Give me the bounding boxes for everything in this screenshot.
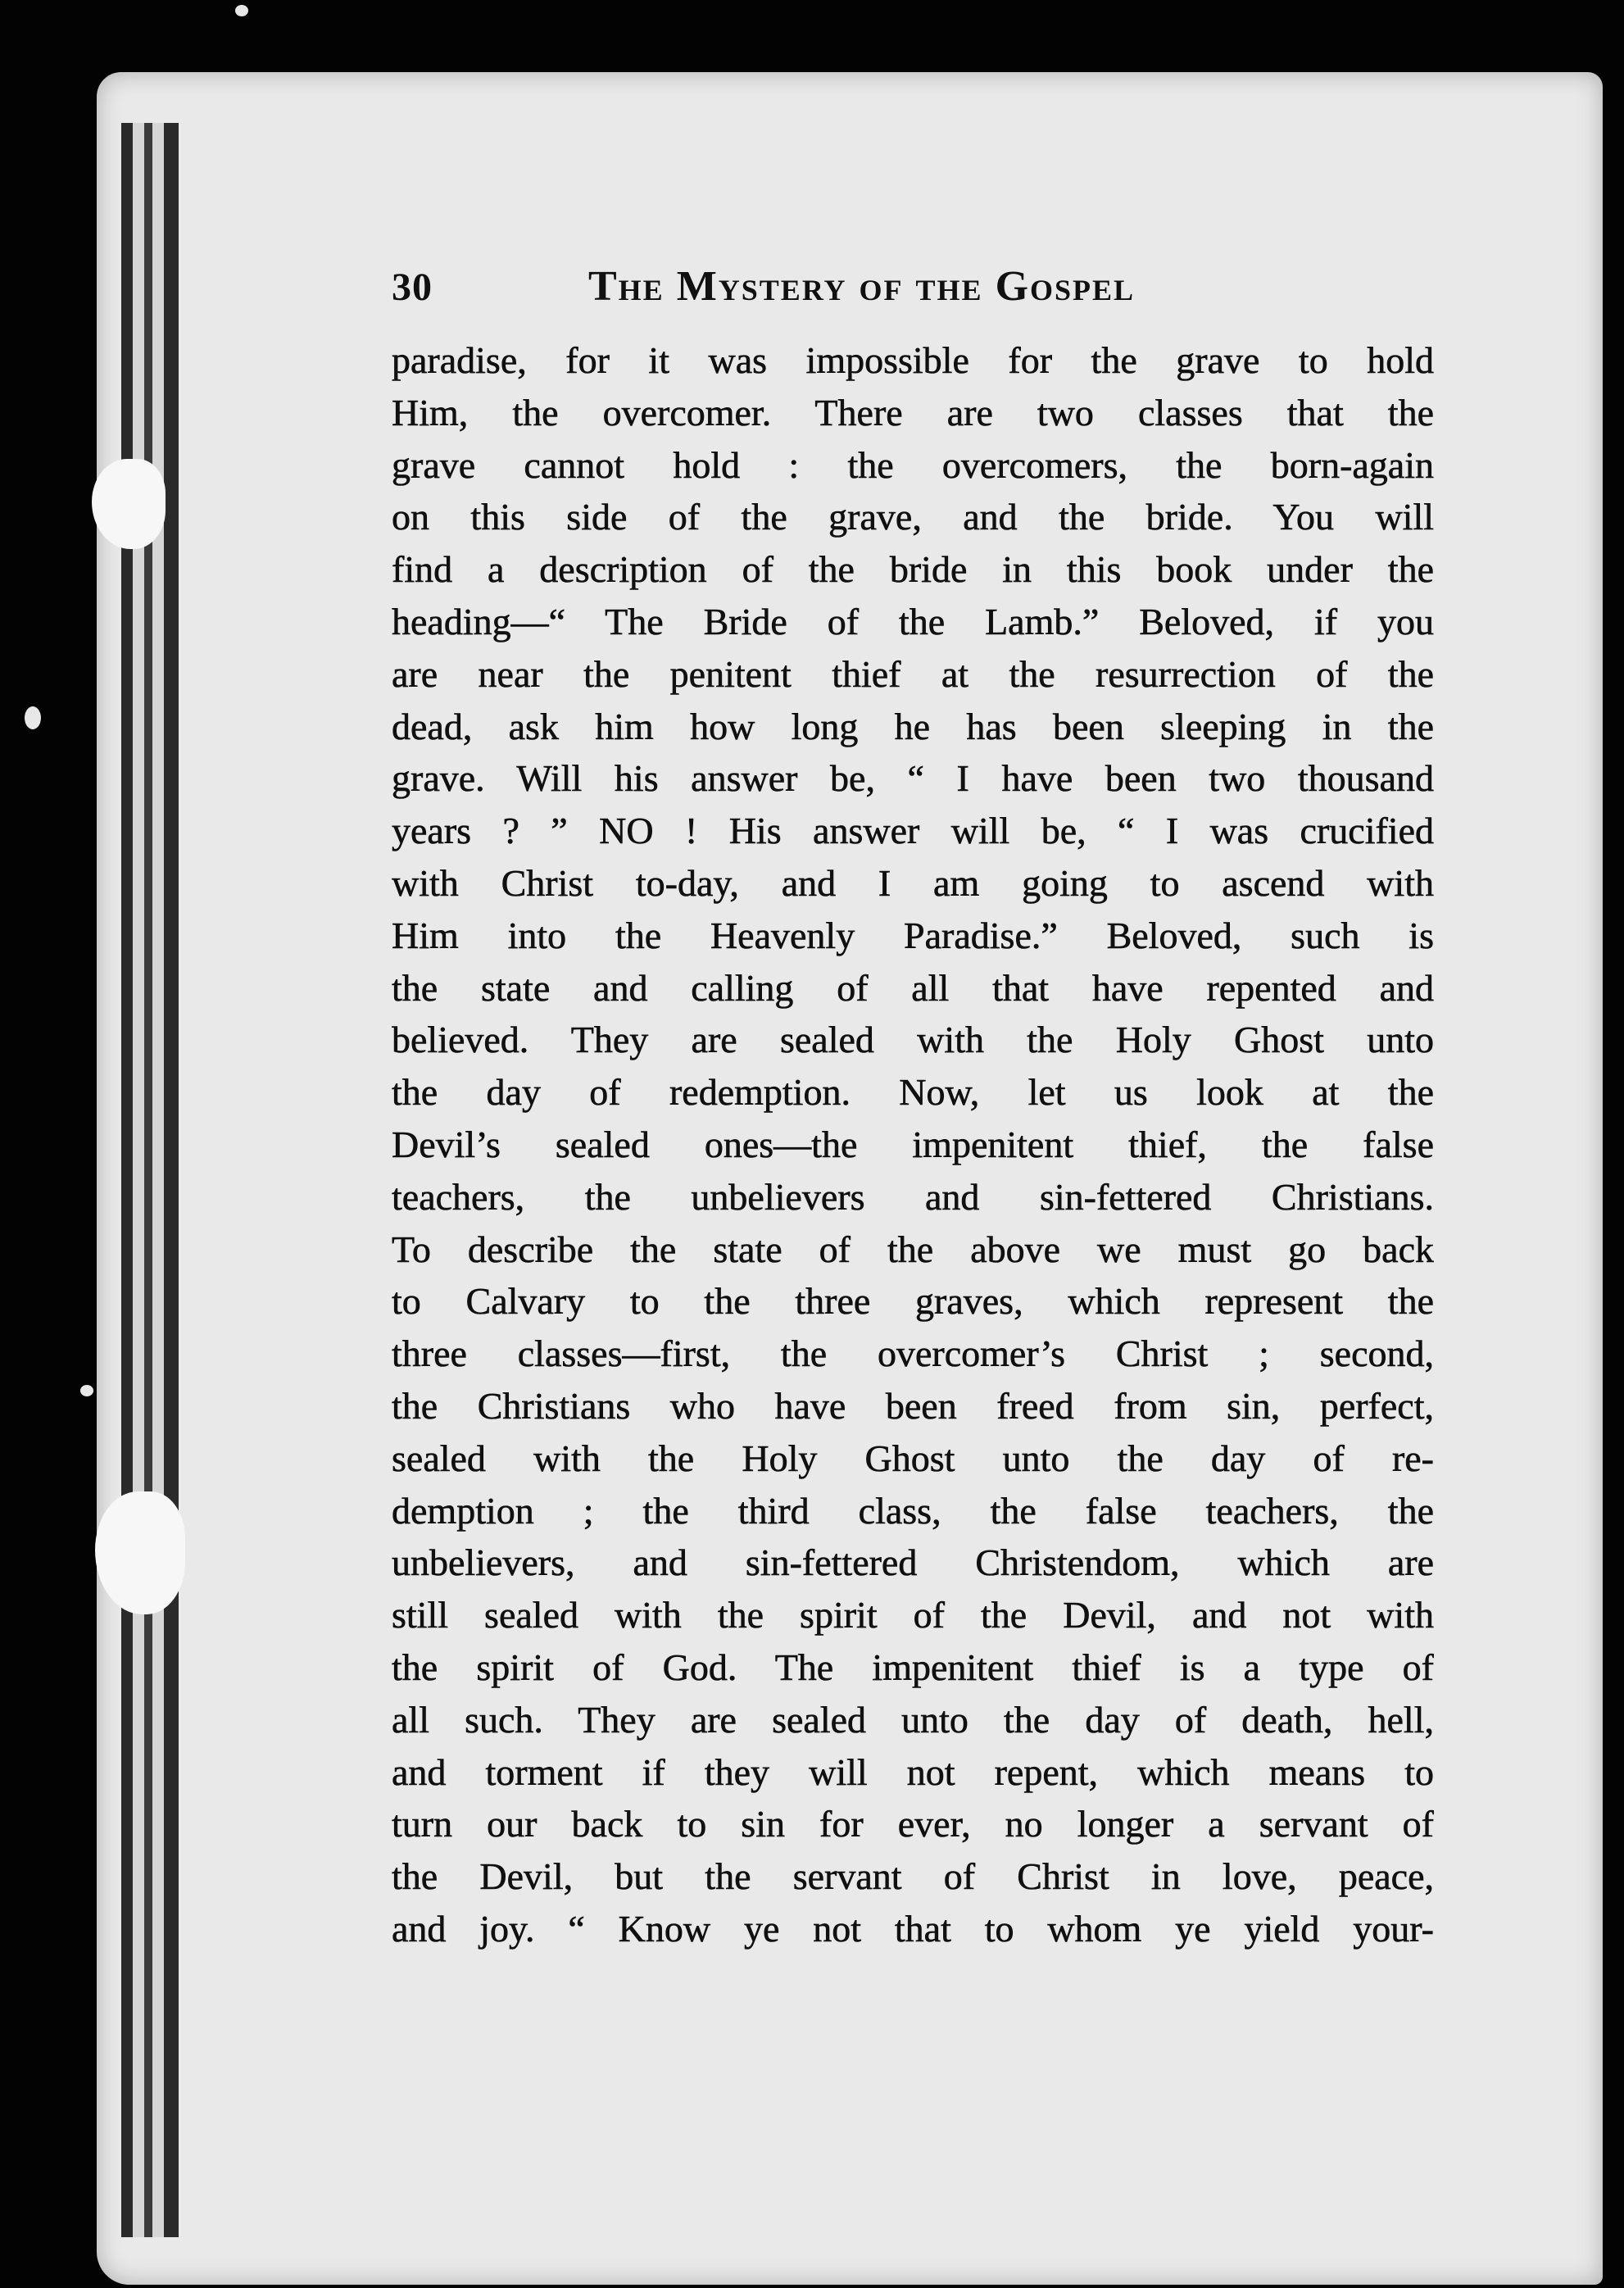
- binding-stripe: [164, 123, 179, 2237]
- text-line: years ? ” NO ! His answer will be, “ I was crucified: [392, 810, 1434, 852]
- text-line: Him into the Heavenly Paradise.” Beloved, such is: [392, 914, 1434, 956]
- binding-stripe: [144, 123, 152, 2237]
- text-line: and torment if they will not repent, which means to: [392, 1750, 1434, 1793]
- text-line: all such. They are sealed unto the day of death, hell,: [392, 1698, 1434, 1741]
- text-line: turn our back to sin for ever, no longer a servant of: [392, 1803, 1434, 1845]
- text-line: with Christ to-day, and I am going to ascend with: [392, 861, 1434, 904]
- text-line: still sealed with the spirit of the Devil, and not with: [392, 1594, 1434, 1637]
- page-content: [392, 262, 1434, 1955]
- text-line: heading—“ The Bride of the Lamb.” Beloved, if you: [392, 600, 1434, 642]
- page-tear: [92, 459, 166, 549]
- text-line: believed. They are sealed with the Holy Ghost unto: [392, 1019, 1434, 1061]
- text-line: and joy. “ Know ye not that to whom ye yield your-: [392, 1907, 1434, 1950]
- dust-speck: [25, 706, 41, 729]
- text-line: Devil’s sealed ones—the impenitent thief, the false: [392, 1123, 1434, 1165]
- binding-stripe: [121, 123, 133, 2237]
- text-line: Him, the overcomer. There are two classes that the: [392, 391, 1434, 434]
- text-line: unbelievers, and sin-fettered Christendom, which are: [392, 1541, 1434, 1584]
- text-line: find a description of the bride in this book under the: [392, 548, 1434, 591]
- text-line: sealed with the Holy Ghost unto the day of re-: [392, 1437, 1434, 1479]
- text-line: to Calvary to the three graves, which represent the: [392, 1280, 1434, 1323]
- text-line: the spirit of God. The impenitent thief is a type of: [392, 1646, 1434, 1688]
- body-text: [392, 334, 1434, 1955]
- running-head: [392, 262, 1434, 328]
- text-line: paradise, for it was impossible for the grave to hold: [392, 339, 1434, 381]
- text-line: teachers, the unbelievers and sin-fettered Christians.: [392, 1175, 1434, 1218]
- text-line: on this side of the grave, and the bride. You will: [392, 496, 1434, 538]
- text-line: dead, ask him how long he has been sleeping in the: [392, 705, 1434, 747]
- dust-speck: [235, 5, 248, 16]
- text-line: the Christians who have been freed from sin, perfect,: [392, 1384, 1434, 1427]
- text-line: the state and calling of all that have repented and: [392, 966, 1434, 1009]
- dust-speck: [80, 1385, 93, 1396]
- binding-gap: [152, 123, 164, 2237]
- text-line: To describe the state of the above we must go back: [392, 1228, 1434, 1270]
- text-line: three classes—first, the overcomer’s Christ ; second,: [392, 1332, 1434, 1375]
- page-tear: [95, 1491, 185, 1614]
- text-line: the Devil, but the servant of Christ in love, peace,: [392, 1855, 1434, 1898]
- running-title: The Mystery of the Gospel: [588, 263, 1136, 310]
- text-line: grave. Will his answer be, “ I have been two thousand: [392, 757, 1434, 800]
- text-line: are near the penitent thief at the resurrection of the: [392, 652, 1434, 695]
- text-line: demption ; the third class, the false teachers, the: [392, 1489, 1434, 1532]
- text-line: the day of redemption. Now, let us look at the: [392, 1071, 1434, 1114]
- page-number: 30: [392, 266, 433, 309]
- binding-gap: [133, 123, 144, 2237]
- text-line: grave cannot hold : the overcomers, the born-again: [392, 443, 1434, 486]
